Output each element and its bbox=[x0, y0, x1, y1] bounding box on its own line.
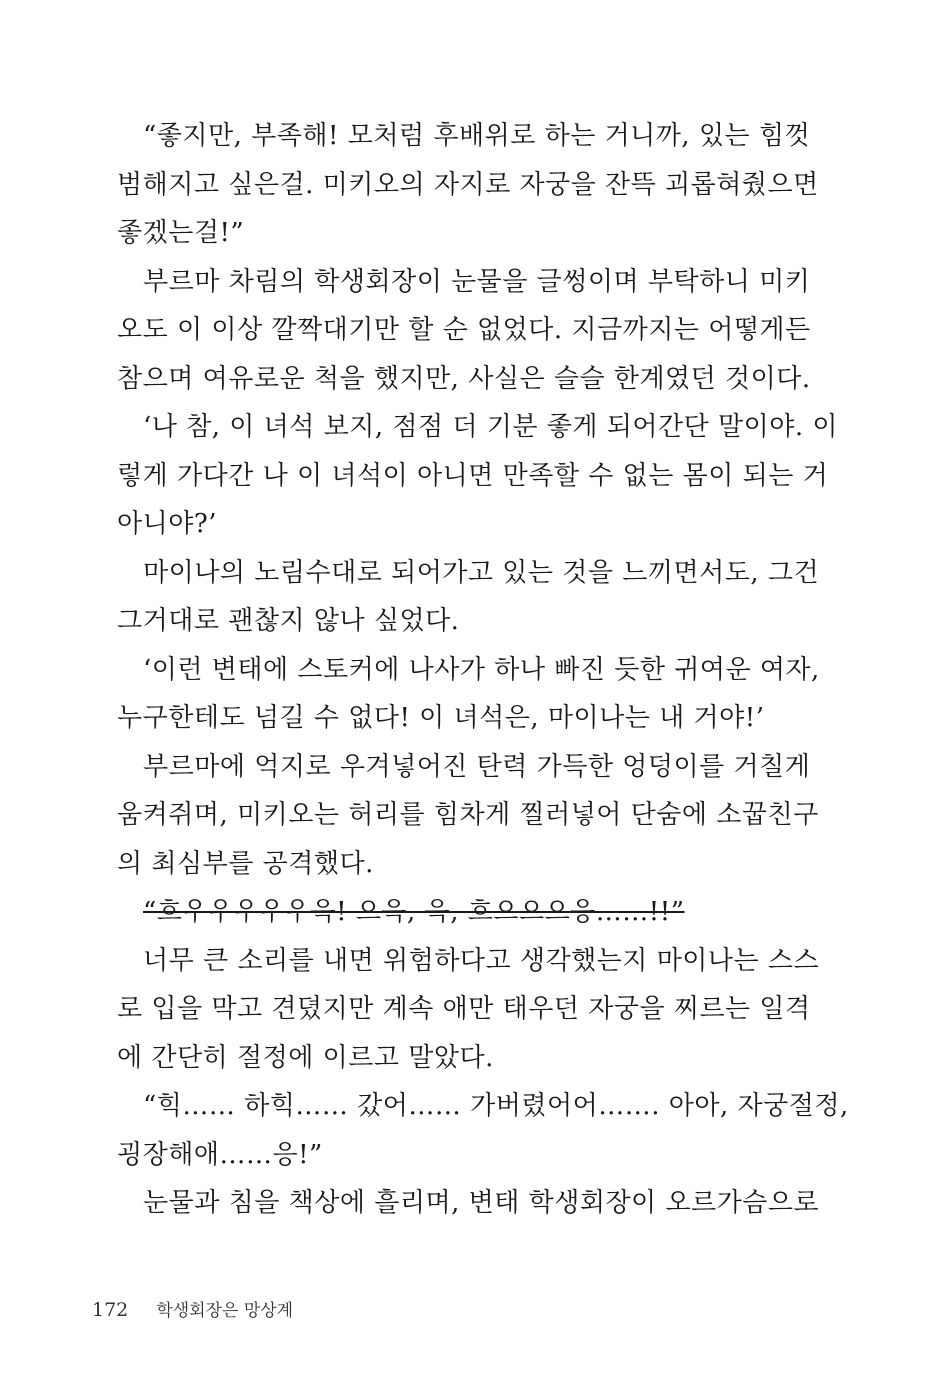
text-line: 좋겠는걸!” bbox=[117, 218, 245, 248]
text-line: 눈물과 침을 책상에 흘리며, 변태 학생회장이 오르가슴으로 bbox=[143, 1188, 820, 1218]
text-line: 그거대로 괜찮지 않나 싶었다. bbox=[117, 606, 460, 636]
text-line: 오도 이 이상 깔짝대기만 할 순 없었다. 지금까지는 어떻게든 bbox=[117, 315, 811, 345]
text-line-struck bbox=[117, 888, 805, 937]
text-line: 로 입을 막고 견뎠지만 계속 애만 태우던 자궁을 찌르는 일격 bbox=[117, 994, 811, 1024]
text-line: 부르마 차림의 학생회장이 눈물을 글썽이며 부탁하니 미키 bbox=[143, 266, 811, 297]
text-line: 참으며 여유로운 척을 했지만, 사실은 슬슬 한계였던 것이다. bbox=[117, 363, 811, 394]
body-text bbox=[117, 112, 849, 1228]
text-line: 의 최심부를 공격했다. bbox=[117, 848, 374, 879]
page-number: 172 bbox=[92, 1299, 129, 1321]
text-line: 아니야?’ bbox=[117, 509, 218, 539]
text-line: 마이나의 노림수대로 되어가고 있는 것을 느끼면서도, 그건 bbox=[143, 557, 820, 588]
book-title: 학생회장은 망상계 bbox=[156, 1301, 294, 1321]
page-footer bbox=[92, 1296, 293, 1321]
text-line: ‘이런 변태에 스토커에 나사가 하나 빠진 듯한 귀여운 여자, bbox=[143, 654, 820, 685]
text-line: 너무 큰 소리를 내면 위험하다고 생각했는지 마이나는 스스 bbox=[143, 945, 820, 976]
text-line: 부르마에 억지로 우겨넣어진 탄력 가득한 엉덩이를 거칠게 bbox=[143, 751, 811, 782]
struck-text: “흐우우우우우윽! 으윽, 윽, 흐으으으응……!!” bbox=[143, 897, 685, 927]
text-line: 움켜쥐며, 미키오는 허리를 힘차게 찔러넣어 단숨에 소꿉친구 bbox=[117, 800, 819, 830]
text-line: “좋지만, 부족해! 모처럼 후배위로 하는 거니까, 있는 힘껏 bbox=[143, 121, 811, 151]
text-line: 굉장해애……응!” bbox=[117, 1139, 323, 1170]
text-line: “힉…… 하힉…… 갔어…… 가버렸어어……. 아아, 자궁절정, bbox=[143, 1091, 849, 1121]
text-line: 누구한테도 넘길 수 없다! 이 녀석은, 마이나는 내 거야!’ bbox=[117, 703, 765, 733]
text-line: 범해지고 싶은걸. 미키오의 자지로 자궁을 잔뜩 괴롭혀줬으면 bbox=[117, 169, 819, 200]
text-line: 에 간단히 절정에 이르고 말았다. bbox=[117, 1042, 494, 1073]
text-line: ‘나 참, 이 녀석 보지, 점점 더 기분 좋게 되어간단 말이야. 이 bbox=[143, 412, 839, 442]
text-line: 렇게 가다간 나 이 녀석이 아니면 만족할 수 없는 몸이 되는 거 bbox=[117, 460, 829, 491]
